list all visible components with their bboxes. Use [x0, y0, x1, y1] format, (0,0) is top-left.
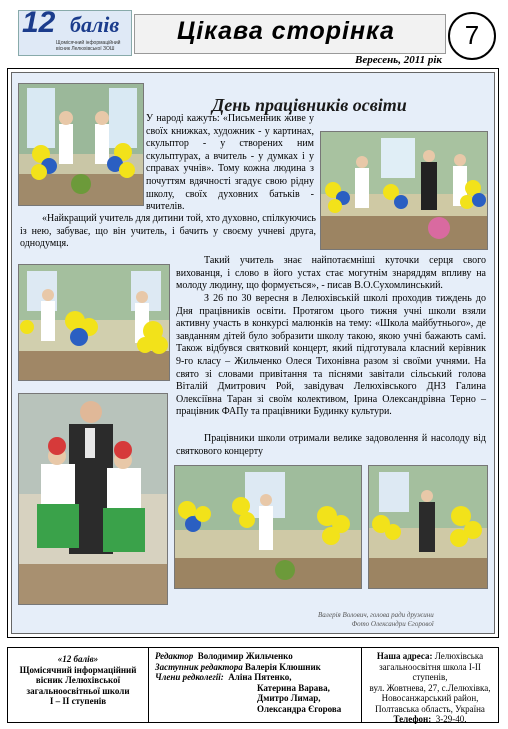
- issue-date: Вересень, 2011 рік: [355, 54, 442, 66]
- phone-number: 3-29-40.: [435, 714, 467, 724]
- address-line-3: вул. Жовтнева, 27, с.Лелюхівка,: [369, 682, 491, 693]
- editor-label: Редактор: [155, 651, 194, 661]
- page-number: 7: [464, 20, 480, 50]
- footer-address: [362, 648, 498, 722]
- photo-man-with-girls: [18, 393, 168, 605]
- address-line-1: Лелюхівська: [434, 651, 484, 661]
- deputy-label: Заступник редактора: [155, 661, 243, 672]
- title-bar: [134, 14, 446, 54]
- publication-line-4: І – ІІ ступенів: [49, 696, 107, 706]
- article-paragraph-2: «Найкращий учитель для дитини той, хто духовно, спілкуючись із нею, забуває, що він учитель, і бачить у своєму учневі друга, однодумця.: [20, 213, 316, 250]
- page-header: [10, 6, 498, 56]
- article-paragraph-1: У народі кажуть: «Письменник живе у своїх книжках, художник - у картинах, скульптор - у створених ним скульптурах, а вчитель - у думках і у справах учнів». Тому кожна людина з почуттям вдячності згадує свою рідну школу, своїх духовних батьків - вчителів.: [146, 113, 314, 213]
- footer-editorial-board: [149, 648, 362, 722]
- publication-line-2: вісник Лелюхівської: [35, 675, 121, 685]
- article-paragraph-4: З 26 по 30 вересня в Лелюхівській школі проходив тиждень до Дня працівників освіти. Протягом цього тижня учні школи взяли активну участь в конкурсі малюнків на тему: «Школа майбутнього», де завданням дітей було зобразити школу такою, якою учні бажають самі. Також відбувся святковий концерт, який підготувала класний керівник 9-го класу – Жильченко Олеся Тихонівна разом зі своїми учнями. На свято зі словами привітання та піснями завітали сільський голова Віталій Дмитрович Рой, завідувач Лелюхівського ДНЗ Галина Олексіївна Таран зі своїм колективом, Ірина Олександрівна Терно – працівник ФАПу та працівники Будинку культури.: [176, 293, 486, 418]
- article-panel: [11, 72, 495, 634]
- publication-line-1: Щомісячний інформаційний: [19, 664, 137, 675]
- credit-photo: Фото Олександри Єгорової: [351, 620, 434, 628]
- board-member-1: Аліна Пятенко,: [228, 672, 292, 682]
- credit-author: Валерія Волович, голова ради дружини: [318, 611, 434, 619]
- address-line-5: Полтавська область, Україна: [375, 703, 485, 714]
- page-number-badge: [448, 12, 496, 60]
- footer-publication-info: [8, 648, 149, 722]
- newspaper-logo: [12, 6, 132, 56]
- photo-credits: [318, 611, 434, 629]
- article-frame: [7, 68, 499, 638]
- logo-number: 12: [22, 6, 56, 39]
- publication-name: «12 балів»: [57, 654, 99, 664]
- article-paragraph-5: Працівники школи отримали велике задоволення й насолоду від святкового концерту: [176, 433, 486, 457]
- board-member-3: Дмитро Лимар,: [257, 693, 321, 703]
- board-member-2: Катерина Варава,: [257, 682, 330, 693]
- board-label: Члени редколегії:: [155, 672, 224, 682]
- board-member-4: Олександра Єгорова: [257, 703, 342, 714]
- photo-girls-singing: [18, 83, 144, 206]
- logo-word: балів: [70, 12, 120, 37]
- photo-stage-performers: [320, 131, 488, 250]
- deputy-name: Валерія Клюшник: [244, 661, 321, 672]
- article-title: День працівників освіти: [212, 95, 407, 115]
- address-line-4: Новосанжарський район,: [381, 693, 479, 703]
- photo-girls-balloons: [18, 264, 170, 381]
- publication-line-3: загальноосвітньої школи: [26, 685, 130, 696]
- page-title: Цікава сторінка: [177, 17, 395, 45]
- address-line-2: загальноосвітня школа І-ІІ ступенів,: [379, 661, 481, 682]
- phone-label: Телефон:: [393, 714, 432, 724]
- photo-boy-performer: [368, 465, 488, 589]
- article-paragraph-3: Такий учитель знає найпотаємніші куточки серця свого вихованця, і слово в його устах стає могутнім знаряддям впливу на молоду людину, що формується», - писав В.О.Сухомлинський.: [176, 255, 486, 292]
- address-label: Наша адреса:: [376, 651, 433, 661]
- editor-name: Володимир Жильченко: [197, 651, 293, 661]
- photo-stage-balloons: [174, 465, 362, 589]
- page-footer: [7, 647, 499, 723]
- logo-subtitle: Щомісячний інформаційний вісник Лелюхівської ЗОШ: [56, 40, 121, 52]
